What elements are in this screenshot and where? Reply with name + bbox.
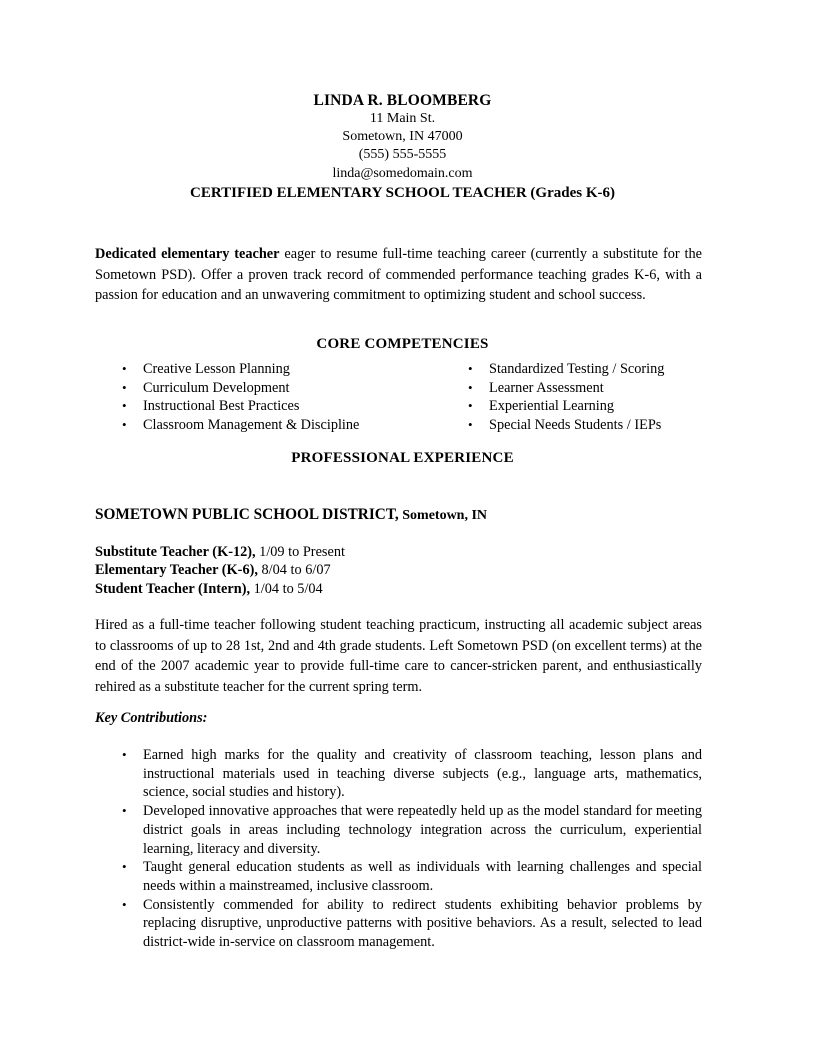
professional-title: CERTIFIED ELEMENTARY SCHOOL TEACHER (Grades K-6) xyxy=(190,184,615,201)
competency-label: Learner Assessment xyxy=(489,379,604,396)
bullet-icon: • xyxy=(122,398,127,414)
contact-phone: (555) 555-5555 xyxy=(358,147,447,163)
summary-lead: Dedicated elementary teacher xyxy=(95,246,280,262)
bullet-icon: • xyxy=(122,416,127,432)
list-item xyxy=(95,896,702,952)
contribution-text: Developed innovative approaches that were repeatedly held up as the model standard for meeting district goals in areas including technology integration across the curriculum, experiential learning, literacy and diversity. xyxy=(143,803,702,857)
list-item xyxy=(468,416,664,435)
list-item xyxy=(122,416,359,435)
summary-rest: eager to resume full-time teaching career (currently a substitute for the Sometown PSD). Offer a proven track record of commended performance teaching grades K-6, with a passion for education and an unwavering commitment to optimizing student and school success. xyxy=(95,246,703,304)
bullet-icon: • xyxy=(122,361,127,376)
summary-section xyxy=(95,244,702,306)
list-item xyxy=(122,379,359,398)
contact-email: linda@somedomain.com xyxy=(332,165,473,181)
bullet-icon: • xyxy=(468,416,473,432)
position-dates: 8/04 to 6/07 xyxy=(257,562,331,579)
list-item xyxy=(122,397,359,416)
competency-label: Experiential Learning xyxy=(489,398,615,415)
list-item xyxy=(122,360,359,379)
competency-label: Instructional Best Practices xyxy=(143,398,300,415)
competency-label: Creative Lesson Planning xyxy=(143,361,290,377)
position-dates: 1/04 to 5/04 xyxy=(250,580,323,597)
competency-label: Special Needs Students / IEPs xyxy=(489,416,662,433)
list-item xyxy=(95,858,702,895)
competency-label: Classroom Management & Discipline xyxy=(143,416,360,433)
position-row xyxy=(95,580,702,598)
employer-location: Sometown, IN xyxy=(398,508,488,523)
contribution-text: Earned high marks for the quality and creativity of classroom teaching, lesson plans and instructional materials used in teaching diverse subjects (e.g., language arts, mathematics, science, social studies and history). xyxy=(143,747,702,801)
bullet-icon: • xyxy=(468,398,473,414)
position-title: Substitute Teacher (K-12), xyxy=(95,544,256,560)
position-title: Elementary Teacher (K-6), xyxy=(95,562,258,579)
contact-city-state-zip: Sometown, IN 47000 xyxy=(342,129,463,145)
list-item xyxy=(468,397,664,416)
bullet-icon: • xyxy=(468,379,473,395)
professional-experience-heading: PROFESSIONAL EXPERIENCE xyxy=(291,450,514,466)
contact-street: 11 Main St. xyxy=(369,111,436,126)
position-row xyxy=(95,561,702,579)
key-contributions-list xyxy=(95,746,702,952)
bullet-icon: • xyxy=(122,379,127,395)
competencies-column-right xyxy=(468,360,664,434)
contribution-text: Consistently commended for ability to redirect students exhibiting behavior problems by replacing disruptive, unproductive patterns with positive behaviors. As a result, selected to lead district-wide in-service on classroom management. xyxy=(143,896,702,951)
position-dates: 1/09 to Present xyxy=(255,544,345,560)
bullet-icon: • xyxy=(122,896,127,912)
bullet-icon: • xyxy=(122,859,127,875)
candidate-name: LINDA R. BLOOMBERG xyxy=(313,92,492,109)
experience-description: Hired as a full-time teacher following student teaching practicum, instructing all academic subject areas to classrooms of up to 28 1st, 2nd and 4th grade students. Left Sometown PSD (on excellent terms) at the end of the 2007 academic year to provide full-time care to cancer-stricken parent, and enthusiastically rehired as a substitute teacher for the current spring term. xyxy=(95,617,702,695)
list-item xyxy=(95,746,702,802)
list-item xyxy=(468,379,664,398)
employer-name: SOMETOWN PUBLIC SCHOOL DISTRICT, xyxy=(95,506,399,523)
competency-label: Curriculum Development xyxy=(143,379,290,396)
bullet-icon: • xyxy=(122,747,127,762)
competencies-column-left xyxy=(122,360,359,434)
position-list xyxy=(95,543,702,598)
resume-header xyxy=(95,92,710,203)
summary-paragraph xyxy=(95,244,702,306)
position-row xyxy=(95,543,702,561)
bullet-icon: • xyxy=(122,803,127,819)
key-contributions-heading: Key Contributions: xyxy=(95,710,208,726)
list-item xyxy=(468,360,664,379)
contribution-text: Taught general education students as well as individuals with learning challenges and special needs within a mainstreamed, inclusive classroom. xyxy=(143,859,702,894)
core-competencies-list xyxy=(95,360,710,436)
core-competencies-heading: CORE COMPETENCIES xyxy=(316,336,489,352)
competency-label: Standardized Testing / Scoring xyxy=(489,361,665,377)
employer-line xyxy=(95,505,487,525)
experience-description-section xyxy=(95,615,702,697)
bullet-icon: • xyxy=(468,361,473,376)
position-title: Student Teacher (Intern), xyxy=(95,580,251,597)
list-item xyxy=(95,802,702,858)
